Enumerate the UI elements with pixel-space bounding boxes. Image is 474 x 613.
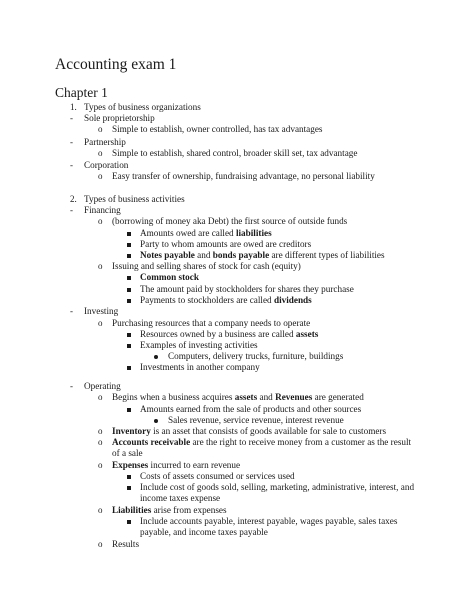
item-text: Easy transfer of ownership, fundraising advantage, no personal liability — [112, 171, 375, 181]
outline-item — [140, 329, 318, 340]
square-bullet-icon — [127, 486, 131, 490]
item-text: Investing — [84, 306, 119, 316]
square-bullet-icon — [127, 232, 131, 236]
circle-bullet: o — [98, 124, 103, 134]
item-text: (borrowing of money aka Debt) the first source of outside funds — [112, 216, 348, 226]
outline-item — [140, 272, 199, 283]
square-bullet-icon — [127, 366, 131, 370]
item-text: arise from expenses — [151, 505, 227, 515]
outline-item — [168, 415, 344, 426]
item-text: Purchasing resources that a company needs to operate — [112, 318, 311, 328]
outline-item — [112, 318, 310, 329]
item-text: Payments to stockholders are called — [140, 295, 274, 305]
dash-bullet: - — [70, 381, 73, 391]
item-text: and — [194, 250, 213, 260]
item-text: Types of business organizations — [84, 102, 201, 112]
outline-item — [84, 160, 128, 171]
outline-item — [112, 426, 386, 437]
dash-bullet: - — [70, 160, 73, 170]
dash-bullet: - — [70, 113, 73, 123]
bold-term: Inventory — [112, 426, 151, 436]
outline-item — [84, 194, 185, 205]
bold-term: Liabilities — [112, 505, 152, 515]
item-text: are different types of liabilities — [269, 250, 385, 260]
outline-item — [112, 392, 364, 403]
bold-term: Accounts receivable — [112, 437, 191, 447]
circle-bullet: o — [98, 426, 103, 436]
item-text: Amounts owed are called — [140, 228, 236, 238]
item-text: Resources owned by a business are called — [140, 329, 296, 339]
outline-item — [140, 527, 268, 538]
item-text: Results — [112, 539, 140, 549]
item-text: Party to whom amounts are owed are creditors — [140, 239, 312, 249]
item-text: is an asset that consists of goods available for sale to customers — [150, 426, 387, 436]
outline-item — [140, 516, 397, 527]
circle-bullet: o — [98, 261, 103, 271]
item-text: Costs of assets consumed or services used — [140, 471, 295, 481]
circle-bullet: o — [98, 505, 103, 515]
outline-item — [112, 171, 375, 182]
square-bullet-icon — [127, 408, 131, 412]
outline-item — [140, 404, 361, 415]
outline-item — [84, 102, 201, 113]
square-bullet-icon — [127, 254, 131, 258]
round-bullet-icon — [154, 419, 158, 423]
item-text: Computers, delivery trucks, furniture, buildings — [168, 351, 344, 361]
circle-bullet: o — [98, 171, 103, 181]
document-title: Accounting exam 1 — [55, 56, 177, 73]
outline-item — [140, 471, 295, 482]
item-text: Simple to establish, shared control, broader skill set, tax advantage — [112, 148, 358, 158]
outline-item — [168, 351, 343, 362]
item-text: Sole proprietorship — [84, 113, 155, 123]
item-text: payable, and income taxes payable — [140, 527, 268, 537]
outline-item — [84, 306, 118, 317]
square-bullet-icon — [127, 344, 131, 348]
circle-bullet: o — [98, 392, 103, 402]
outline-item — [140, 362, 260, 373]
circle-bullet: o — [98, 539, 103, 549]
circle-bullet: o — [98, 318, 103, 328]
square-bullet-icon — [127, 276, 131, 280]
item-text: Types of business activities — [84, 194, 185, 204]
square-bullet-icon — [127, 299, 131, 303]
item-text: Examples of investing activities — [140, 340, 258, 350]
bold-term: assets — [234, 392, 258, 402]
bold-term: Expenses — [112, 460, 149, 470]
list-number: 1. — [70, 102, 77, 112]
outline-item — [140, 250, 385, 261]
circle-bullet: o — [98, 148, 103, 158]
item-text: Include accounts payable, interest payable, wages payable, sales taxes — [140, 516, 398, 526]
item-text: Sales revenue, service revenue, interest revenue — [168, 415, 344, 425]
item-text: Financing — [84, 205, 121, 215]
outline-item — [112, 261, 301, 272]
bold-term: Notes payable — [140, 250, 195, 260]
circle-bullet: o — [98, 437, 103, 447]
item-text: The amount paid by stockholders for shares they purchase — [140, 284, 354, 294]
dash-bullet: - — [70, 137, 73, 147]
outline-item — [112, 148, 357, 159]
circle-bullet: o — [98, 460, 103, 470]
bold-term: liabilities — [235, 228, 272, 238]
item-text: Investments in another company — [140, 362, 260, 372]
square-bullet-icon — [127, 243, 131, 247]
outline-item — [140, 284, 354, 295]
outline-item — [112, 124, 323, 135]
outline-item — [112, 505, 227, 516]
chapter-heading: Chapter 1 — [55, 85, 108, 100]
item-text: are the right to receive money from a customer as the result — [190, 437, 412, 447]
bold-term: dividends — [273, 295, 312, 305]
item-text: and — [257, 392, 276, 402]
round-bullet-icon — [154, 355, 158, 359]
square-bullet-icon — [127, 475, 131, 479]
outline-item — [140, 340, 258, 351]
dash-bullet: - — [70, 205, 73, 215]
outline-item — [112, 448, 143, 459]
outline-item — [84, 205, 121, 216]
item-text: Simple to establish, owner controlled, has tax advantages — [112, 124, 323, 134]
item-text: Issuing and selling shares of stock for cash (equity) — [112, 261, 301, 271]
item-text: are generated — [312, 392, 364, 402]
outline-item — [84, 137, 126, 148]
outline-item — [140, 493, 220, 504]
circle-bullet: o — [98, 216, 103, 226]
outline-item — [112, 539, 139, 550]
outline-item — [140, 228, 272, 239]
bold-term: Revenues — [275, 392, 313, 402]
outline-item — [112, 216, 347, 227]
item-text: of a sale — [112, 448, 143, 458]
outline-item — [140, 239, 311, 250]
dash-bullet: - — [70, 306, 73, 316]
outline-item — [84, 381, 121, 392]
outline-item — [140, 482, 414, 493]
outline-item — [112, 437, 411, 448]
square-bullet-icon — [127, 520, 131, 524]
bold-term: Common stock — [140, 272, 199, 282]
list-number: 2. — [70, 194, 77, 204]
item-text: Operating — [84, 381, 121, 391]
square-bullet-icon — [127, 288, 131, 292]
outline-item — [112, 460, 240, 471]
item-text: incurred to earn revenue — [148, 460, 241, 470]
item-text: Include cost of goods sold, selling, marketing, administrative, interest, and — [140, 482, 415, 492]
bold-term: assets — [295, 329, 319, 339]
item-text: Corporation — [84, 160, 129, 170]
outline-item — [140, 295, 312, 306]
item-text: Amounts earned from the sale of products and other sources — [140, 404, 362, 414]
item-text: Begins when a business acquires — [112, 392, 235, 402]
outline-item — [84, 113, 155, 124]
bold-term: bonds payable — [212, 250, 270, 260]
item-text: income taxes expense — [140, 493, 221, 503]
square-bullet-icon — [127, 333, 131, 337]
item-text: Partnership — [84, 137, 126, 147]
